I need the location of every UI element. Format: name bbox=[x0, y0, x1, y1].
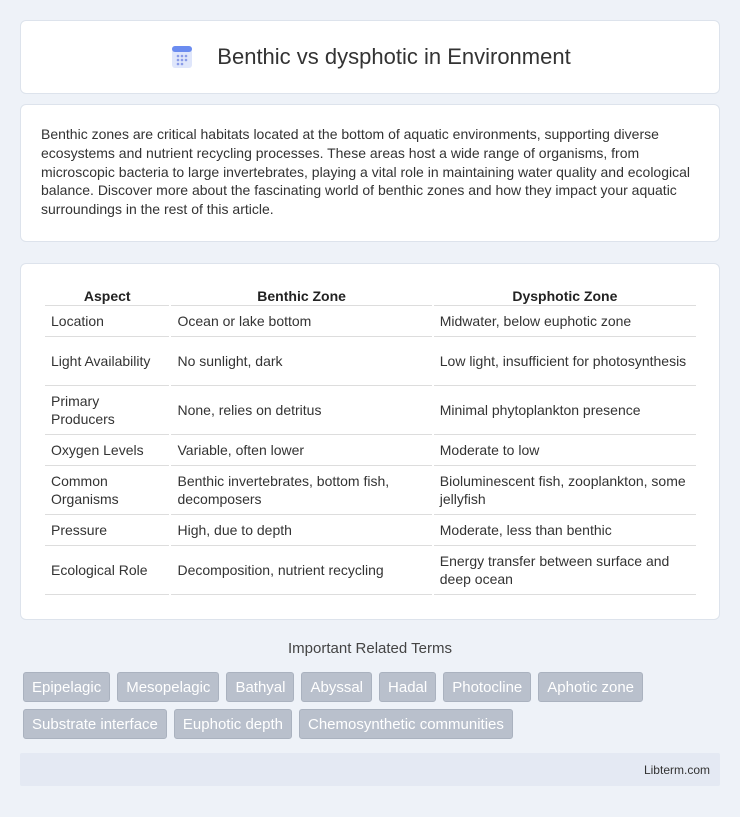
page-title: Benthic vs dysphotic in Environment bbox=[217, 44, 571, 69]
comparison-table bbox=[43, 284, 698, 595]
related-term-tag[interactable]: Chemosynthetic communities bbox=[299, 709, 513, 739]
cell-benthic: Benthic invertebrates, bottom fish, decomposers bbox=[171, 466, 431, 515]
cell-aspect: Ecological Role bbox=[45, 546, 169, 595]
title-card bbox=[20, 20, 720, 94]
cell-aspect: Location bbox=[45, 306, 169, 337]
footer bbox=[20, 753, 720, 786]
intro-paragraph: Benthic zones are critical habitats located at the bottom of aquatic environments, supporting diverse ecosystems and nutrient recycling processes. These areas host a wide range of organisms, from microscopic bacteria to large invertebrates, playing a vital role in maintaining water quality and ecological balance. Discover more about the fascinating world of benthic zones and how they impact your aquatic surroundings in the rest of this article. bbox=[41, 126, 691, 218]
cell-benthic: None, relies on detritus bbox=[171, 386, 431, 435]
cell-benthic: High, due to depth bbox=[171, 515, 431, 546]
cell-dysphotic: Moderate, less than benthic bbox=[434, 515, 696, 546]
table-row bbox=[45, 435, 696, 466]
cell-dysphotic: Energy transfer between surface and deep ocean bbox=[434, 546, 696, 595]
header-dysphotic: Dysphotic Zone bbox=[434, 284, 696, 306]
related-terms-heading: Important Related Terms bbox=[288, 640, 452, 657]
table-row bbox=[45, 515, 696, 546]
table-row bbox=[45, 306, 696, 337]
related-term-tag[interactable]: Substrate interface bbox=[23, 709, 167, 739]
header-aspect: Aspect bbox=[45, 284, 169, 306]
document-icon bbox=[169, 44, 195, 70]
related-term-tag[interactable]: Euphotic depth bbox=[174, 709, 292, 739]
comparison-card bbox=[20, 263, 720, 620]
cell-benthic: Variable, often lower bbox=[171, 435, 431, 466]
related-term-tag[interactable]: Abyssal bbox=[301, 672, 372, 702]
cell-benthic: Ocean or lake bottom bbox=[171, 306, 431, 337]
cell-aspect: Pressure bbox=[45, 515, 169, 546]
cell-benthic: No sunlight, dark bbox=[171, 337, 431, 386]
cell-dysphotic: Moderate to low bbox=[434, 435, 696, 466]
cell-aspect: Light Availability bbox=[45, 337, 169, 386]
cell-dysphotic: Bioluminescent fish, zooplankton, some jellyfish bbox=[434, 466, 696, 515]
related-term-tag[interactable]: Bathyal bbox=[226, 672, 294, 702]
related-term-tag[interactable]: Hadal bbox=[379, 672, 436, 702]
cell-aspect: Primary Producers bbox=[45, 386, 169, 435]
cell-benthic: Decomposition, nutrient recycling bbox=[171, 546, 431, 595]
related-term-tag[interactable]: Aphotic zone bbox=[538, 672, 643, 702]
related-terms-list bbox=[23, 672, 723, 746]
header-benthic: Benthic Zone bbox=[171, 284, 431, 306]
related-term-tag[interactable]: Photocline bbox=[443, 672, 531, 702]
cell-dysphotic: Low light, insufficient for photosynthesis bbox=[434, 337, 696, 386]
table-row bbox=[45, 337, 696, 386]
cell-dysphotic: Minimal phytoplankton presence bbox=[434, 386, 696, 435]
table-row bbox=[45, 466, 696, 515]
table-header-row bbox=[45, 284, 696, 306]
footer-site-link[interactable]: Libterm.com bbox=[643, 762, 710, 777]
table-row bbox=[45, 386, 696, 435]
related-term-tag[interactable]: Mesopelagic bbox=[117, 672, 219, 702]
related-term-tag[interactable]: Epipelagic bbox=[23, 672, 110, 702]
cell-aspect: Common Organisms bbox=[45, 466, 169, 515]
cell-aspect: Oxygen Levels bbox=[45, 435, 169, 466]
cell-dysphotic: Midwater, below euphotic zone bbox=[434, 306, 696, 337]
table-row bbox=[45, 546, 696, 595]
intro-card bbox=[20, 104, 720, 242]
